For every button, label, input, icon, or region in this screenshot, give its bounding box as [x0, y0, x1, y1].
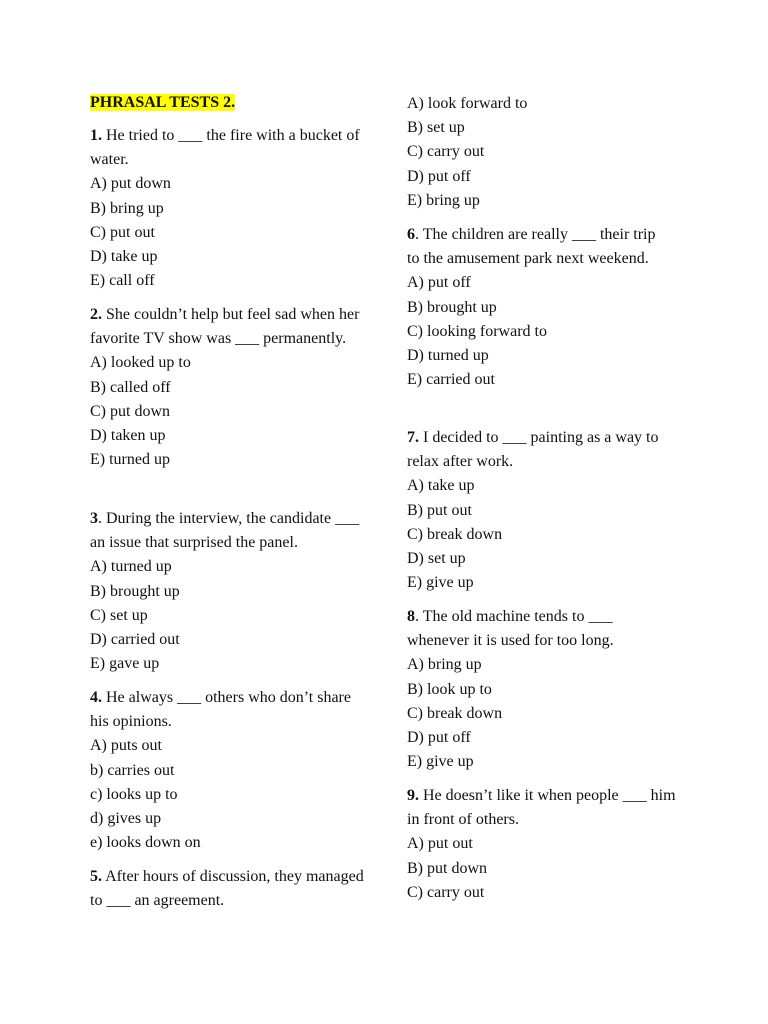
option-d: D) set up	[407, 550, 466, 568]
question-7	[407, 426, 679, 595]
option-a: A) bring up	[407, 656, 482, 674]
option-e: E) carried out	[407, 371, 495, 389]
option-b: B) set up	[407, 119, 465, 137]
option-b: b) carries out	[90, 761, 175, 779]
question-8	[407, 605, 669, 774]
question-stem	[90, 124, 370, 172]
question-stem	[90, 686, 370, 734]
question-stem	[90, 303, 370, 351]
question-stem	[407, 223, 669, 271]
option-d: D) put off	[407, 167, 471, 185]
question-number: 4.	[90, 689, 102, 706]
question-number: 5.	[90, 868, 102, 885]
option-a: A) turned up	[90, 558, 172, 576]
option-a: A) take up	[407, 477, 475, 495]
question-stem	[407, 426, 679, 474]
option-c: C) put down	[90, 402, 170, 420]
page-title	[90, 91, 235, 115]
option-a: A) put off	[407, 274, 471, 292]
option-e: E) call off	[90, 272, 155, 290]
option-b: B) put down	[407, 859, 487, 877]
question-6	[407, 223, 669, 392]
option-c: C) break down	[407, 704, 503, 722]
question-number: 1.	[90, 127, 102, 144]
option-d: D) take up	[90, 248, 158, 266]
option-b: B) called off	[90, 378, 171, 396]
question-number: 9.	[407, 787, 419, 804]
option-d: D) turned up	[407, 347, 489, 365]
option-a: A) looked up to	[90, 354, 191, 372]
option-a: A) puts out	[90, 737, 162, 755]
question-number: 6	[407, 226, 415, 243]
question-text: He doesn’t like it when people ___ him in front of others.	[407, 787, 676, 829]
option-c: C) carry out	[407, 883, 485, 901]
option-a: A) put down	[90, 175, 171, 193]
option-d: D) carried out	[90, 631, 180, 649]
option-e: e) looks down on	[90, 834, 201, 852]
question-stem	[407, 605, 669, 653]
question-text: He tried to ___ the fire with a bucket of water.	[90, 127, 360, 169]
option-d: D) taken up	[90, 427, 166, 445]
option-e: E) give up	[407, 574, 474, 592]
question-text: I decided to ___ painting as a way to relax after work.	[407, 429, 659, 471]
option-d: D) put off	[407, 729, 471, 747]
question-text: . During the interview, the candidate ___ an issue that surprised the panel.	[90, 510, 360, 552]
question-9	[407, 784, 679, 905]
option-c: C) looking forward to	[407, 322, 547, 340]
question-text: . The children are really ___ their trip to the amusement park next weekend.	[407, 226, 656, 268]
question-text: He always ___ others who don’t share his opinions.	[90, 689, 351, 731]
option-e: E) give up	[407, 753, 474, 771]
option-c: C) put out	[90, 223, 155, 241]
question-1	[90, 124, 370, 293]
question-stem	[407, 784, 679, 832]
question-2	[90, 303, 370, 472]
option-c: C) set up	[90, 606, 148, 624]
option-e: E) gave up	[90, 655, 160, 673]
option-e: E) turned up	[90, 451, 170, 469]
question-number: 7.	[407, 429, 419, 446]
option-b: B) brought up	[90, 582, 180, 600]
question-stem	[90, 507, 370, 555]
question-number: 3	[90, 510, 98, 527]
question-3	[90, 507, 370, 676]
option-d: d) gives up	[90, 810, 162, 828]
question-4	[90, 686, 370, 855]
option-a: A) look forward to	[407, 95, 528, 112]
option-b: B) look up to	[407, 680, 492, 698]
option-b: B) brought up	[407, 298, 497, 316]
question-text: . The old machine tends to ___ whenever it is used for too long.	[407, 608, 614, 650]
option-b: B) bring up	[90, 199, 164, 217]
question-text: After hours of discussion, they managed to ___ an agreement.	[90, 868, 364, 910]
question-number: 8	[407, 608, 415, 625]
question-text: She couldn’t help but feel sad when her favorite TV show was ___ permanently.	[90, 306, 360, 348]
option-a: A) put out	[407, 835, 473, 853]
question-5-options	[407, 92, 682, 213]
question-5	[90, 865, 370, 913]
question-number: 2.	[90, 306, 102, 323]
option-b: B) put out	[407, 501, 472, 519]
option-c: c) looks up to	[90, 785, 178, 803]
question-stem	[90, 865, 370, 913]
option-c: C) carry out	[407, 143, 485, 161]
option-e: E) bring up	[407, 191, 480, 209]
title-highlight: PHRASAL TESTS 2.	[90, 94, 236, 111]
option-c: C) break down	[407, 525, 503, 543]
